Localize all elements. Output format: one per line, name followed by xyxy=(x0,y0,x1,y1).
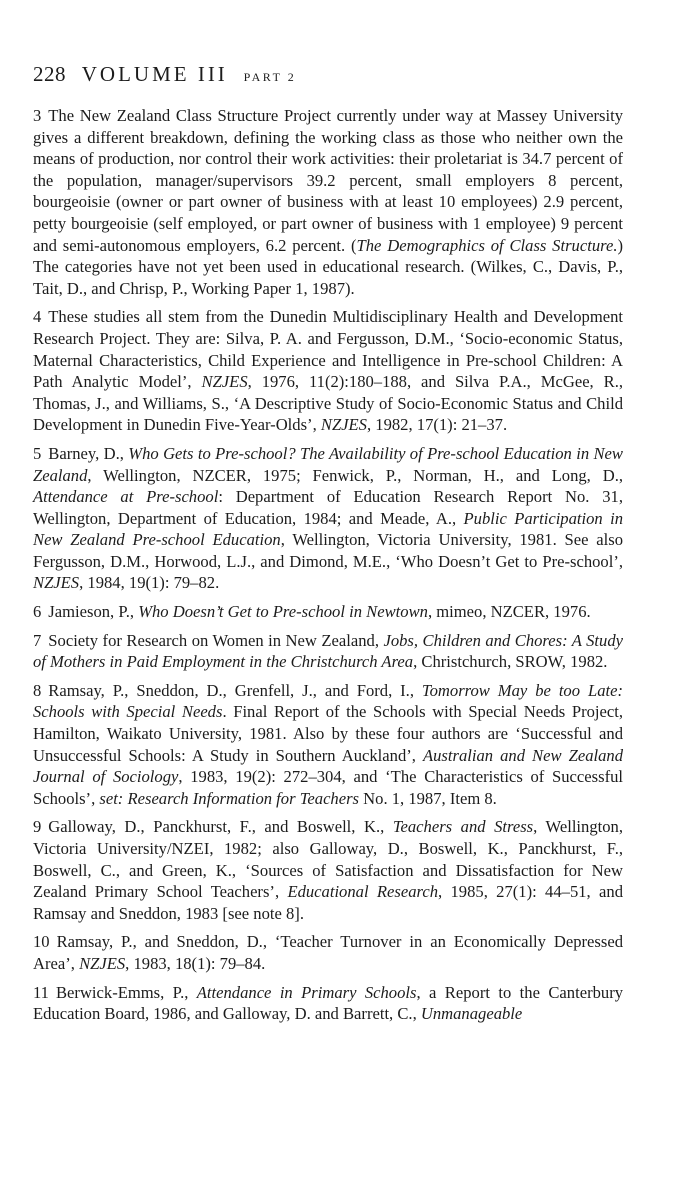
note-number: 10 xyxy=(33,932,50,952)
note-text: No. 1, 1987, Item 8. xyxy=(359,788,497,808)
note-number: 3 xyxy=(33,106,42,125)
note-italic-title: set: Research Information for Teachers xyxy=(99,788,360,808)
note-text: The New Zealand Class Structure Project currently under way at Massey University gives a different breakdown, defining the working class as those who neither own the means of production, nor control their work activities: their proletariat is 34.7 percent of the population, manager/supervisors 39.2 percent, small employers 8 percent, bourgeoisie (owner or part owner of business with at least 10 employees) 2.9 percent, petty bourgeoisie (self employed, or part owner of business with 1 employee) 9 percent and semi-autonomous employers, 6.2 percent. ( xyxy=(33,106,623,255)
endnote-11 xyxy=(33,982,623,1025)
note-number: 11 xyxy=(33,982,49,1002)
endnote-3 xyxy=(33,105,623,299)
note-italic-title: Teachers and Stress xyxy=(392,817,534,837)
note-text: : Department of Education Research Report No. 31, Wellington, Department of Education, 1984; and Meade, A., xyxy=(33,487,623,528)
endnote-8 xyxy=(33,680,623,810)
running-head xyxy=(33,62,296,87)
note-italic-title: Unmanageable xyxy=(420,1004,523,1024)
note-italic-title: Australian and New Zealand Journal of Sociology xyxy=(33,745,623,787)
note-number: 4 xyxy=(33,307,42,327)
endnote-9 xyxy=(33,816,623,924)
note-text: , 1982, 17(1): 21–37. xyxy=(366,415,508,435)
note-italic-title: NZJES xyxy=(79,953,126,973)
volume-label: VOLUME III xyxy=(81,62,228,86)
note-text: Galloway, D., Panckhurst, F., and Boswell, K., xyxy=(48,817,393,837)
note-text: . Final Report of the Schools with Special Needs Project, Hamilton, Waikato University, 1981. Also by these four authors are ‘Successful and Unsuccessful Schools: A Study in Southern Auckland’, xyxy=(33,702,624,765)
note-italic-title: NZJES xyxy=(33,573,80,593)
note-text: , 1976, 11(2):180–188, and Silva P.A., McGee, R., Thomas, J., and Williams, S., ‘A Descriptive Study of Socio-Economic Status and Child Development in Dunedin Five-Year-Olds’, xyxy=(33,372,624,435)
note-italic-title: The Demographics of Class Structure. xyxy=(356,235,618,255)
note-italic-title: NZJES xyxy=(320,415,367,435)
note-text: , 1983, 18(1): 79–84. xyxy=(125,953,266,973)
note-number: 5 xyxy=(33,443,42,463)
note-italic-title: Tomorrow May be too Late: Schools with Special Needs xyxy=(33,680,623,722)
note-text: , 1985, 27(1): 44–51, and Ramsay and Sneddon, 1983 [see note 8]. xyxy=(33,882,623,923)
note-italic-title: Attendance in Primary Schools xyxy=(196,982,417,1002)
endnote-6 xyxy=(33,601,623,623)
note-italic-title: NZJES xyxy=(201,372,248,392)
note-italic-title: Public Participation in New Zealand Pre-school Education xyxy=(33,508,623,550)
note-text: Barney, D., xyxy=(48,443,129,463)
endnote-4 xyxy=(33,306,623,436)
page-number: 228 xyxy=(33,62,66,86)
note-italic-title: Who Gets to Pre-school? The Availability of Pre-school Education in New Zealand xyxy=(33,443,623,485)
endnote-7 xyxy=(33,630,623,673)
note-text: , 1983, 19(2): 272–304, and ‘The Characteristics of Successful Schools’, xyxy=(33,767,624,808)
note-italic-title: Attendance at Pre-school xyxy=(33,487,219,507)
note-italic-title: Educational Research xyxy=(287,882,439,902)
endnote-5 xyxy=(33,443,623,594)
note-text: Berwick-Emms, P., xyxy=(55,982,197,1002)
note-text: , Wellington, Victoria University/NZEI, 1982; also Galloway, D., Boswell, K., Panckhurst, F., Boswell, C., and Green, K., ‘Sources of Satisfaction and Dissatisfaction for New Zealand Primary School Teachers’, xyxy=(33,817,623,902)
note-text: , a Report to the Canterbury Education Board, 1986, and Galloway, D. and Barrett, C., xyxy=(33,982,624,1024)
note-text: , 1984, 19(1): 79–82. xyxy=(79,573,220,593)
note-text: Jamieson, P., xyxy=(48,602,139,622)
note-number: 7 xyxy=(33,630,42,650)
endnote-10 xyxy=(33,931,623,974)
note-number: 8 xyxy=(33,680,42,700)
note-italic-title: Jobs, Children and Chores: A Study of Mothers in Paid Employment in the Christchurch Area xyxy=(33,630,623,672)
note-text: These studies all stem from the Dunedin Multidisciplinary Health and Development Research Project. They are: Silva, P. A. and Fergusson, D.M., ‘Socio-economic Status, Maternal Characteristics, Child Experience and Intelligence in Pre-school Children: A Path Analytic Model’, xyxy=(33,307,623,392)
note-text: ) The categories have not yet been used in educational research. (Wilkes, C., Davis, P., Tait, D., and Chrisp, P., Working Paper 1, 1987). xyxy=(33,235,624,298)
note-number: 9 xyxy=(33,817,42,837)
note-text: Society for Research on Women in New Zealand, xyxy=(48,630,384,650)
note-text: , Wellington, Victoria University, 1981. See also Fergusson, D.M., Horwood, L.J., and Dimond, M.E., ‘Who Doesn’t Get to Pre-school’, xyxy=(33,530,623,571)
part-label: PART 2 xyxy=(243,70,297,84)
note-text: Ramsay, P., and Sneddon, D., ‘Teacher Turnover in an Economically Depressed Area’, xyxy=(33,932,623,973)
note-text: , Wellington, NZCER, 1975; Fenwick, P., Norman, H., and Long, D., xyxy=(87,465,623,485)
note-text: Ramsay, P., Sneddon, D., Grenfell, J., and Ford, I., xyxy=(48,680,422,700)
note-text: , Christchurch, SROW, 1982. xyxy=(413,652,608,672)
note-italic-title: Who Doesn’t Get to Pre-school in Newtown xyxy=(138,602,428,622)
note-text: , mimeo, NZCER, 1976. xyxy=(427,602,591,622)
note-number: 6 xyxy=(33,602,42,622)
endnotes-list xyxy=(33,105,623,1032)
